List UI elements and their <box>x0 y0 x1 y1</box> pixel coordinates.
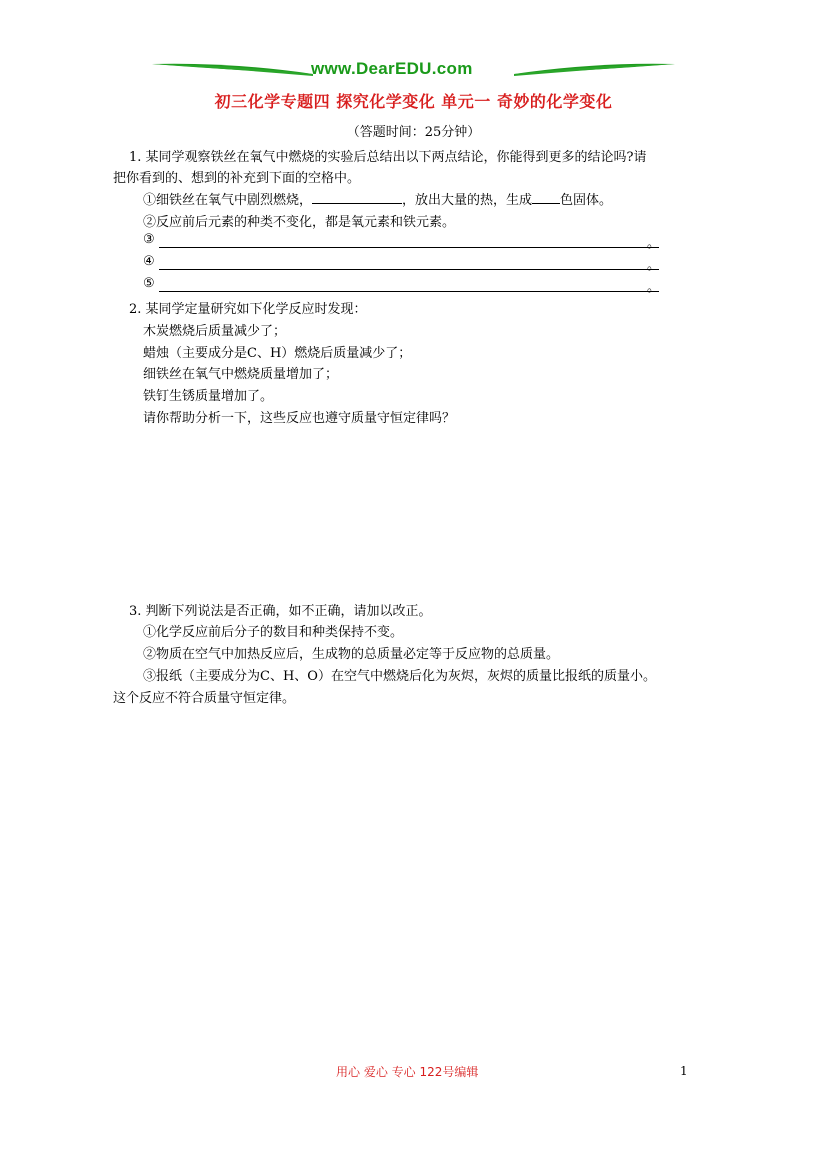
answer-line <box>159 247 659 248</box>
time-note: （答题时间：25分钟） <box>346 125 481 140</box>
q3-statement2: ②物质在空气中加热反应后，生成物的总质量必定等于反应物的总质量。 <box>143 647 560 662</box>
q2-line4: 铁钉生锈质量增加了。 <box>143 389 274 404</box>
q2-stem: 2. 某同学定量研究如下化学反应时发现： <box>129 302 367 317</box>
q1-blank-phenomenon[interactable] <box>312 190 402 204</box>
q1-item2: ②反应前后元素的种类不变化，都是氧元素和铁元素。 <box>143 215 456 230</box>
q1-stem-line1: 1. 某同学观察铁丝在氧气中燃烧的实验后总结出以下两点结论，你能得到更多的结论吗?请 <box>129 150 647 165</box>
q1-item1: ①细铁丝在氧气中剧烈燃烧， ，放出大量的热，生成 色固体。 <box>143 189 612 208</box>
page-number: 1 <box>680 1064 688 1078</box>
q3-statement3-line1: ③报纸（主要成分为C、H、O）在空气中燃烧后化为灰烬，灰烬的质量比报纸的质量小。 <box>143 669 656 684</box>
period: 。 <box>647 280 661 295</box>
q3-statement1: ①化学反应前后分子的数目和种类保持不变。 <box>143 625 404 640</box>
period: 。 <box>647 258 661 273</box>
q1-item3-row[interactable] <box>143 232 661 251</box>
q2-line2: 蜡烛（主要成分是C、H）燃烧后质量减少了； <box>143 346 412 361</box>
q1-item4-row[interactable] <box>143 254 661 273</box>
q3-number: 3. <box>129 604 142 619</box>
q3-stem: 3. 判断下列说法是否正确，如不正确，请加以改正。 <box>129 604 432 619</box>
q1-blank-color[interactable] <box>532 190 560 204</box>
q2-number: 2. <box>129 302 142 317</box>
left-swoosh-decoration <box>150 60 315 78</box>
page-title: 初三化学专题四 探究化学变化 单元一 奇妙的化学变化 <box>214 92 613 111</box>
q1-number: 1. <box>129 150 142 165</box>
q1-stem-line2: 把你看到的、想到的补充到下面的空格中。 <box>113 171 361 186</box>
q1-item4-marker: ④ <box>143 254 155 269</box>
answer-line <box>159 269 659 270</box>
q1-item3-marker: ③ <box>143 232 155 247</box>
period: 。 <box>647 236 661 251</box>
q2-line1: 木炭燃烧后质量减少了； <box>143 324 287 339</box>
q2-line3: 细铁丝在氧气中燃烧质量增加了； <box>143 367 339 382</box>
footer-text: 用心 爱心 专心 122号编辑 <box>336 1065 479 1079</box>
q3-statement3-line2: 这个反应不符合质量守恒定律。 <box>113 691 296 706</box>
q2-question: 请你帮助分析一下，这些反应也遵守质量守恒定律吗？ <box>143 411 456 426</box>
right-swoosh-decoration <box>512 60 677 78</box>
q1-item5-marker: ⑤ <box>143 276 155 291</box>
site-logo-text: www.DearEDU.com <box>311 59 473 78</box>
q1-item5-row[interactable] <box>143 276 661 295</box>
answer-line <box>159 291 659 292</box>
